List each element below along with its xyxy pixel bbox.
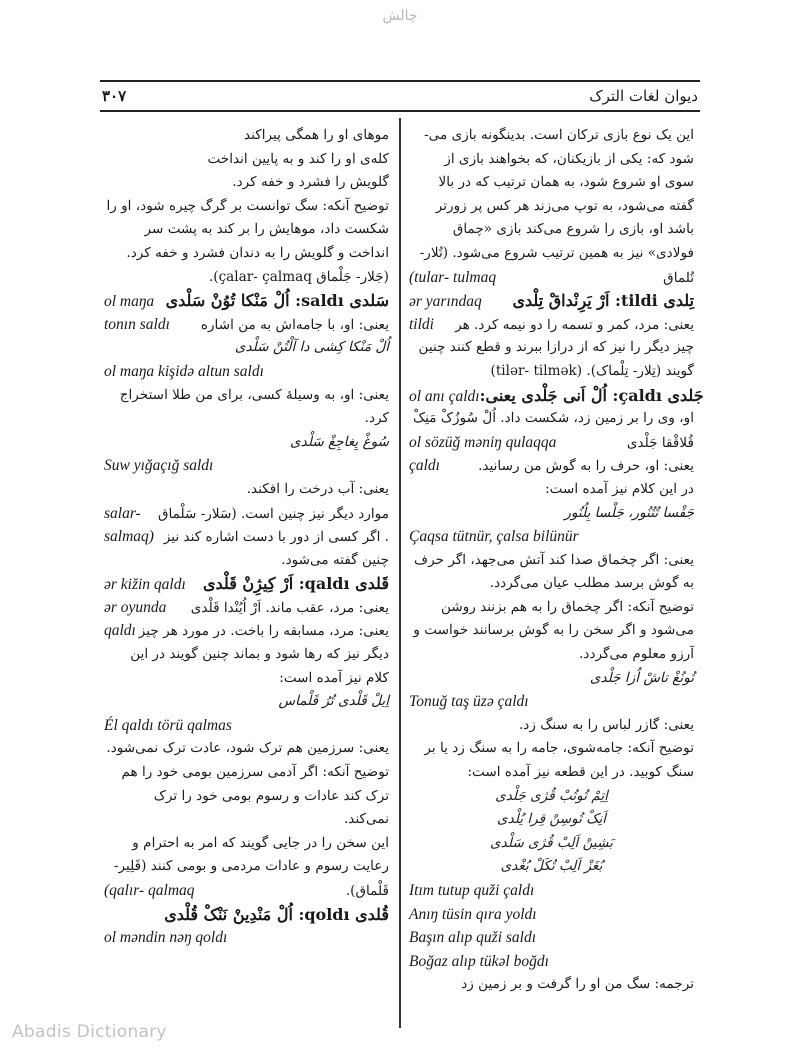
latin-transliteration: (qalır- qalmaq	[104, 882, 195, 899]
text-line	[104, 903, 389, 927]
latin-transliteration: ol sözüğ məniŋ qulaqqa	[409, 433, 557, 451]
right-column	[409, 124, 704, 997]
text-line: اِیلْ قَلْدی تُرُ قَلْماس	[278, 693, 389, 710]
latin-transliteration: tildi	[409, 315, 434, 333]
latin-transliteration: ol maŋa	[104, 293, 155, 311]
text-line: (جَلار- جَلْماق çalar- çalmaq).	[208, 268, 389, 285]
text-line: می‌شود و اگر سخن را به گوش برسانند خواست و	[413, 622, 694, 639]
text-line: تُونُغْ تاشْ اُزا جَلْدی	[589, 669, 694, 686]
text-line	[409, 313, 694, 337]
text-line: Itım tutup quži çaldı	[409, 882, 535, 899]
text-line: به گوش برسد مطلب عیان می‌گردد.	[489, 575, 694, 592]
text-line: موهای او را همگی پیراکند	[244, 127, 389, 143]
latin-transliteration: ol anı çaldı	[409, 387, 480, 405]
column-divider	[399, 118, 401, 1028]
text-line: یعنی: آب درخت را افکند.	[246, 480, 389, 497]
text-line: توضیح آنکه: اگر چخماق را به هم بزنند روشن	[440, 598, 694, 615]
text-line: گلویش را فشرد و خفه کرد.	[232, 174, 389, 191]
page-number: ۳۰۷	[102, 87, 127, 105]
persian-text: تُلماق	[663, 269, 694, 286]
text-line: شکست داد، موهایش را بر کند به پشت سر	[144, 221, 389, 238]
text-line: انداخت و گلویش را به دندان فشرد و خفه کرد.	[126, 244, 389, 261]
text-line: Él qaldı törü qalmas	[104, 716, 232, 734]
text-line: جَقْسا تُتُنُور، جَلْسا بِلُنُور	[564, 504, 694, 521]
latin-transliteration: ər yarındaq	[409, 293, 482, 311]
persian-text: . اگر کسی از دور با دست اشاره کند نیز	[163, 529, 389, 546]
persian-text: یعنی: مرد، مسابقه را باخت. در مورد هر چیز	[138, 623, 389, 640]
text-line: Çaqsa tütnür, çalsa bilünür	[409, 528, 579, 546]
headword-entry: قُلدی qoldı: اُلْ مَنْدِینْ نَنْکْ قُلْدی	[164, 904, 389, 924]
text-line: شود که: یکی از بازیکنان، که بخواهند بازی از	[444, 150, 694, 167]
text-line: رعایت رسوم و عادات مردمی و بومی کنند (قَلِیر‌-	[113, 858, 389, 875]
text-line	[104, 525, 389, 549]
text-line	[409, 454, 694, 478]
text-line	[409, 431, 694, 455]
latin-transliteration: (tular- tulmaq	[409, 268, 497, 286]
text-line: گفته می‌شود، به توپ می‌زند هر کس پر زورتر	[435, 197, 694, 214]
text-line: دیگر نیز که رها شود و بماند چنین گویند در این	[130, 646, 389, 663]
persian-text: یعنی: مرد، کمر و تسمه را دو نیمه کرد. هر	[455, 316, 694, 333]
text-line: یعنی: اگر چخماق صدا کند آتش می‌جهد، اگر حرف	[414, 551, 694, 568]
persian-text: یعنی: او، حرف را به گوش من رسانید.	[478, 458, 694, 475]
persian-text: یعنی: مرد، عقب ماند. اَرْ اُیُنْدا قَلْدی	[190, 599, 389, 616]
text-line: اِتِمْ تُوتُبْ قُژی جَلْدی	[495, 787, 608, 804]
text-line: اُلْ مَنْکا کِشی‌ دا آلْتُنْ سَلْدی	[234, 339, 389, 356]
text-line: در این کلام نیز آمده است:	[545, 480, 694, 497]
headword-entry: جَلدی çaldı: اُلْ اَنی جَلْدی یعنی:	[479, 385, 704, 405]
persian-text: موارد دیگر نیز چنین است. (سَلار- سَلْماق	[157, 505, 389, 522]
persian-text: قُلاقْقا جَلْدی	[626, 434, 694, 451]
text-line	[104, 596, 389, 620]
text-line: توضیح آنکه: سگ توانست بر گرگ چیره شود، او را	[106, 197, 389, 214]
text-line: ترجمه: سگ من او را گرفت و بر زمین زد	[461, 976, 694, 993]
text-line	[104, 313, 389, 337]
text-line: سنگ کوبید. در این قطعه نیز آمده است:	[467, 764, 694, 781]
text-line: اَنِکْ تُوسِنْ قِرا یُلْدی	[496, 811, 607, 828]
text-line: ol məndin nəŋ qoldı	[104, 929, 228, 947]
text-line: ol maŋa kişidə altun saldı	[104, 362, 264, 380]
latin-transliteration: salmaq)	[104, 528, 154, 546]
page-header	[100, 80, 700, 112]
text-line: یعنی: او، به وسیلهٔ کسی، برای من طلا استخراج	[119, 386, 389, 403]
text-line: توضیح آنکه: جامه‌شوی، جامه را به سنگ زد یا بر	[424, 740, 694, 757]
text-line: فولادی» نیز به همین ترتیب شروع می‌شود. (تُلار‌-	[419, 244, 694, 261]
text-line: چیز دیگر را نیز که از درازا ببرند و قطع کنند چنین	[418, 339, 694, 356]
text-line: بَشِینْ اَلِبْ قُژی سَلْدی	[490, 834, 613, 851]
text-line	[409, 289, 694, 313]
latin-transliteration: ər kižin qaldı	[104, 576, 186, 594]
text-line: Başın alıp quži saldı	[409, 929, 537, 947]
text-line: چنین گفته می‌شود.	[281, 551, 389, 568]
text-line: گویند (تِلار‌- تِلْماک). (tilər- tilmək)	[490, 362, 694, 379]
text-line	[409, 266, 694, 290]
text-line: سُوغْ یِغاجِغْ سَلْدی	[290, 433, 389, 450]
headword-entry: سَلدی saldı: اُلْ مَنْکا تُوُنْ سَلْدی	[165, 291, 389, 311]
text-line: Suw yığaçığ saldı	[104, 457, 214, 475]
text-line: Tonuğ taş üzə çaldı	[409, 693, 529, 711]
text-line: این سخن را در جایی گویند که امر به احترام و	[132, 834, 389, 851]
text-line: باشد او، بازی را شروع می‌کند بازی «چماق	[452, 221, 694, 238]
latin-transliteration: salar-	[104, 504, 141, 522]
text-line: سوی او شروع شود، به همان ترتیب که در بالا	[438, 174, 694, 191]
headword-entry: تِلدی tildi: اَرْ یَرِنْداقْ تِلْدی	[512, 291, 694, 311]
text-line	[104, 619, 389, 643]
text-line	[409, 384, 704, 408]
text-line: بُغَزْ اَلِبْ تُکَلْ بُغْدی	[500, 858, 603, 875]
text-line	[104, 879, 389, 903]
text-line: او، وی را بر زمین زد، شکست داد. اُلْ سُوزُکْ مَنِکْ	[413, 410, 694, 427]
latin-transliteration: ər oyunda	[104, 598, 167, 616]
persian-text: یعنی: او، با جامه‌اش به من اشاره	[200, 316, 389, 333]
text-line	[104, 572, 389, 596]
latin-transliteration: çaldı	[409, 457, 440, 475]
text-line: کله‌ی او را کند و به پایین انداخت	[207, 150, 389, 167]
text-line: این یک نوع بازی ترکان است. بدینگونه بازی می‌-	[424, 127, 694, 143]
text-line: نمی‌کند.	[343, 811, 389, 828]
text-line: یعنی: گازر لباس را به سنگ زد.	[518, 716, 694, 733]
text-line: Boğaz alıp tükəl boğdı	[409, 952, 549, 970]
text-line: کرد.	[364, 410, 389, 427]
text-line	[104, 289, 389, 313]
latin-transliteration: tonın saldı	[104, 315, 170, 333]
text-line: توضیح آنکه: اگر آدمی سرزمین بومی خود را هم	[121, 764, 389, 781]
latin-transliteration: qaldı	[104, 622, 136, 640]
text-line	[104, 502, 389, 526]
text-line: یعنی: سرزمین هم ترک شود، عادت ترک نمی‌شود.	[106, 740, 389, 757]
headword-entry: قَلدی qaldı: اَرْ کِیژِنْ قَلْدی	[202, 574, 389, 594]
text-line: Anıŋ tüsin qıra yoldı	[409, 905, 537, 923]
text-line: کلام نیز آمده است:	[279, 669, 389, 686]
watermark: Abadis Dictionary	[12, 1022, 167, 1042]
persian-text: قَلْماق).	[345, 883, 389, 899]
book-title: دیوان لغات الترک	[589, 87, 698, 105]
text-line: ترک کند عادات و رسوم بومی خود را ترک	[153, 787, 389, 804]
left-column	[104, 124, 389, 950]
page-top-title: چالش	[382, 8, 418, 24]
text-line: آرزو معلوم می‌گردد.	[579, 646, 694, 663]
